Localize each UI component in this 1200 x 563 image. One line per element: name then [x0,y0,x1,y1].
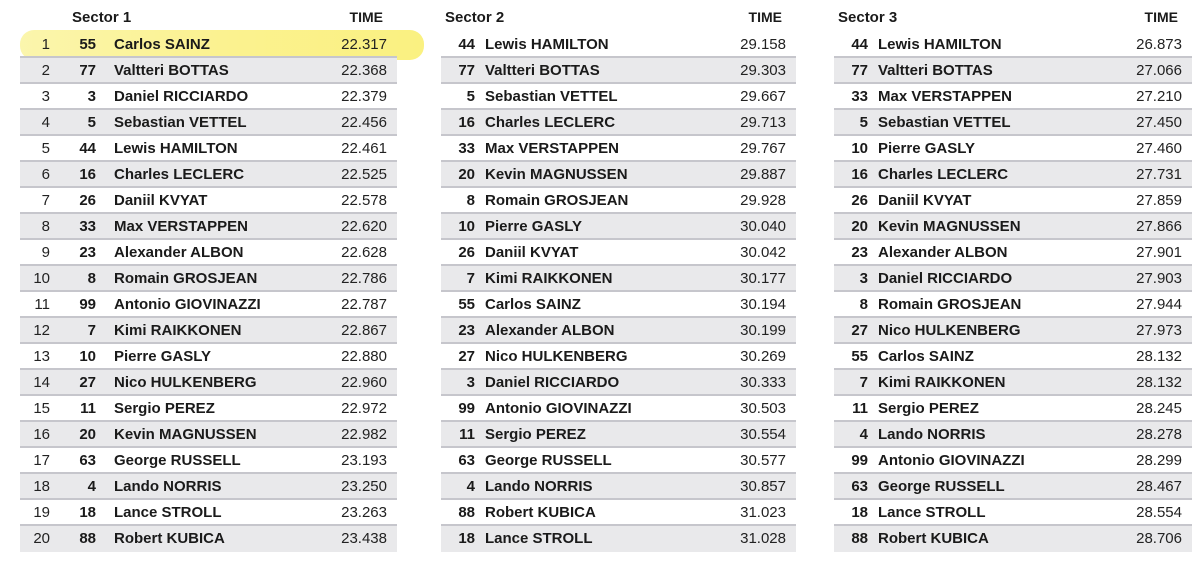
table-row [834,344,1192,370]
driver-name-cell: Pierre GASLY [878,140,975,157]
table-row [834,32,1192,58]
position-cell: 9 [41,244,50,261]
table-row [441,32,796,58]
table-row [441,318,796,344]
driver-name-cell: Daniel RICCIARDO [485,374,620,391]
position-cell: 1 [41,36,50,53]
driver-name-cell: Nico HULKENBERG [878,322,1021,339]
table-row [20,474,397,500]
time-cell: 27.901 [1136,244,1182,261]
time-cell: 23.193 [341,452,387,469]
table-row [441,396,796,422]
car-number-cell: 44 [458,36,475,53]
sector-1-table [20,0,397,552]
car-number-cell: 3 [466,374,475,391]
car-number-cell: 88 [79,530,96,547]
time-cell: 29.667 [740,88,786,105]
car-number-cell: 4 [859,426,868,443]
car-number-cell: 16 [458,114,475,131]
car-number-cell: 18 [79,504,96,521]
car-number-cell: 10 [458,218,475,235]
table-row [834,266,1192,292]
time-cell: 29.928 [740,192,786,209]
table-row [834,422,1192,448]
time-cell: 27.973 [1136,322,1182,339]
time-cell: 22.317 [341,36,387,53]
driver-name-cell: Kevin MAGNUSSEN [878,218,1021,235]
car-number-cell: 7 [859,374,868,391]
sector-title: Sector 1 [72,9,132,26]
car-number-cell: 5 [466,88,475,105]
driver-name-cell: Alexander ALBON [114,244,244,261]
table-body [20,32,397,552]
table-row [834,318,1192,344]
time-cell: 22.960 [341,374,387,391]
car-number-cell: 55 [79,36,96,53]
time-cell: 22.578 [341,192,387,209]
driver-name-cell: Sebastian VETTEL [114,114,247,131]
driver-name-cell: Carlos SAINZ [114,36,210,53]
time-cell: 22.461 [341,140,387,157]
position-cell: 2 [41,62,50,79]
time-cell: 27.944 [1136,296,1182,313]
time-cell: 27.859 [1136,192,1182,209]
table-row [20,500,397,526]
position-cell: 12 [33,322,50,339]
table-row [441,240,796,266]
driver-name-cell: Lewis HAMILTON [114,140,238,157]
time-cell: 22.628 [341,244,387,261]
car-number-cell: 23 [458,322,475,339]
time-cell: 30.554 [740,426,786,443]
driver-name-cell: Romain GROSJEAN [485,192,629,209]
table-row [441,136,796,162]
driver-name-cell: Kevin MAGNUSSEN [485,166,628,183]
car-number-cell: 7 [87,322,96,339]
driver-name-cell: Sergio PEREZ [878,400,979,417]
position-cell: 5 [41,140,50,157]
table-row [441,526,796,552]
driver-name-cell: George RUSSELL [878,478,1005,495]
car-number-cell: 33 [79,218,96,235]
car-number-cell: 63 [458,452,475,469]
time-cell: 22.972 [341,400,387,417]
table-row [20,58,397,84]
time-column-header: TIME [748,9,782,25]
time-cell: 23.263 [341,504,387,521]
time-cell: 22.368 [341,62,387,79]
driver-name-cell: Valtteri BOTTAS [878,62,993,79]
table-body [834,32,1192,552]
table-row [834,240,1192,266]
time-cell: 30.042 [740,244,786,261]
table-row [20,526,397,552]
time-cell: 30.199 [740,322,786,339]
car-number-cell: 99 [851,452,868,469]
position-cell: 16 [33,426,50,443]
car-number-cell: 18 [458,530,475,547]
time-cell: 27.066 [1136,62,1182,79]
car-number-cell: 11 [459,426,475,443]
time-cell: 29.303 [740,62,786,79]
driver-name-cell: Sebastian VETTEL [485,88,618,105]
table-row [834,188,1192,214]
time-cell: 22.982 [341,426,387,443]
time-cell: 30.577 [740,452,786,469]
time-cell: 23.250 [341,478,387,495]
time-cell: 30.040 [740,218,786,235]
driver-name-cell: Alexander ALBON [485,322,615,339]
driver-name-cell: Pierre GASLY [114,348,211,365]
car-number-cell: 20 [79,426,96,443]
table-row [20,110,397,136]
time-cell: 22.786 [341,270,387,287]
position-cell: 3 [41,88,50,105]
driver-name-cell: Daniil KVYAT [485,244,579,261]
table-row [20,318,397,344]
table-row [441,370,796,396]
driver-name-cell: Alexander ALBON [878,244,1008,261]
driver-name-cell: Romain GROSJEAN [878,296,1022,313]
time-cell: 30.503 [740,400,786,417]
car-number-cell: 11 [80,400,96,417]
car-number-cell: 27 [851,322,868,339]
time-cell: 28.132 [1136,374,1182,391]
driver-name-cell: Charles LECLERC [114,166,245,183]
position-cell: 4 [41,114,50,131]
time-cell: 27.210 [1136,88,1182,105]
car-number-cell: 77 [79,62,96,79]
table-row [834,448,1192,474]
car-number-cell: 16 [851,166,868,183]
car-number-cell: 20 [458,166,475,183]
car-number-cell: 88 [458,504,475,521]
table-row [441,58,796,84]
table-row [441,292,796,318]
driver-name-cell: Romain GROSJEAN [114,270,258,287]
time-cell: 27.460 [1136,140,1182,157]
driver-name-cell: Valtteri BOTTAS [114,62,229,79]
table-row [20,214,397,240]
car-number-cell: 3 [859,270,868,287]
driver-name-cell: Antonio GIOVINAZZI [878,452,1025,469]
position-cell: 6 [41,166,50,183]
sector-2-table [441,0,796,552]
table-row [441,344,796,370]
time-cell: 30.857 [740,478,786,495]
car-number-cell: 8 [466,192,475,209]
sector-title: Sector 3 [838,9,898,26]
time-cell: 29.887 [740,166,786,183]
time-cell: 28.706 [1136,530,1182,547]
car-number-cell: 27 [79,374,96,391]
driver-name-cell: Valtteri BOTTAS [485,62,600,79]
car-number-cell: 4 [87,478,96,495]
car-number-cell: 44 [79,140,96,157]
table-row [834,162,1192,188]
car-number-cell: 55 [458,296,475,313]
car-number-cell: 63 [851,478,868,495]
car-number-cell: 99 [79,296,96,313]
table-row [20,240,397,266]
driver-name-cell: Daniel RICCIARDO [114,88,249,105]
driver-name-cell: Daniel RICCIARDO [878,270,1013,287]
time-cell: 27.903 [1136,270,1182,287]
driver-name-cell: Carlos SAINZ [878,348,974,365]
car-number-cell: 26 [458,244,475,261]
car-number-cell: 26 [79,192,96,209]
time-cell: 30.333 [740,374,786,391]
position-cell: 17 [33,452,50,469]
sector-title: Sector 2 [445,9,505,26]
table-row [834,58,1192,84]
time-cell: 29.158 [740,36,786,53]
table-row [441,266,796,292]
table-row [20,188,397,214]
time-cell: 28.299 [1136,452,1182,469]
table-row [834,500,1192,526]
driver-name-cell: Kimi RAIKKONEN [114,322,242,339]
car-number-cell: 4 [466,478,475,495]
position-cell: 10 [33,270,50,287]
driver-name-cell: Lance STROLL [485,530,593,547]
table-row [441,422,796,448]
time-cell: 30.269 [740,348,786,365]
car-number-cell: 16 [79,166,96,183]
driver-name-cell: Max VERSTAPPEN [114,218,248,235]
table-row [20,32,397,58]
time-cell: 28.245 [1136,400,1182,417]
driver-name-cell: Charles LECLERC [878,166,1009,183]
driver-name-cell: Lando NORRIS [114,478,222,495]
table-header [441,0,796,32]
car-number-cell: 33 [458,140,475,157]
driver-name-cell: Carlos SAINZ [485,296,581,313]
table-header [834,0,1192,32]
driver-name-cell: George RUSSELL [485,452,612,469]
driver-name-cell: Max VERSTAPPEN [485,140,619,157]
table-row [20,136,397,162]
position-cell: 19 [33,504,50,521]
position-cell: 14 [33,374,50,391]
table-row [20,448,397,474]
table-row [834,214,1192,240]
driver-name-cell: Sebastian VETTEL [878,114,1011,131]
driver-name-cell: Nico HULKENBERG [114,374,257,391]
time-column-header: TIME [349,9,383,25]
driver-name-cell: Antonio GIOVINAZZI [114,296,261,313]
driver-name-cell: Sergio PEREZ [485,426,586,443]
table-row [441,162,796,188]
position-cell: 20 [33,530,50,547]
table-row [834,136,1192,162]
driver-name-cell: Lance STROLL [114,504,222,521]
table-row [441,500,796,526]
position-cell: 8 [41,218,50,235]
table-row [441,84,796,110]
time-cell: 29.767 [740,140,786,157]
driver-name-cell: Sergio PEREZ [114,400,215,417]
table-row [441,188,796,214]
table-row [834,396,1192,422]
driver-name-cell: Kimi RAIKKONEN [485,270,613,287]
position-cell: 13 [33,348,50,365]
driver-name-cell: Lewis HAMILTON [485,36,609,53]
car-number-cell: 20 [851,218,868,235]
time-cell: 22.867 [341,322,387,339]
car-number-cell: 7 [466,270,475,287]
time-cell: 28.554 [1136,504,1182,521]
position-cell: 11 [34,296,50,313]
time-cell: 22.880 [341,348,387,365]
time-cell: 23.438 [341,530,387,547]
driver-name-cell: Daniil KVYAT [114,192,208,209]
time-cell: 31.023 [740,504,786,521]
table-row [20,292,397,318]
driver-name-cell: Kevin MAGNUSSEN [114,426,257,443]
time-cell: 27.731 [1136,166,1182,183]
time-cell: 30.177 [740,270,786,287]
car-number-cell: 77 [458,62,475,79]
driver-name-cell: Daniil KVYAT [878,192,972,209]
driver-name-cell: Pierre GASLY [485,218,582,235]
time-cell: 31.028 [740,530,786,547]
time-cell: 30.194 [740,296,786,313]
table-row [834,292,1192,318]
car-number-cell: 8 [859,296,868,313]
table-row [834,474,1192,500]
time-cell: 27.450 [1136,114,1182,131]
time-cell: 27.866 [1136,218,1182,235]
table-row [441,474,796,500]
driver-name-cell: Lance STROLL [878,504,986,521]
table-row [834,370,1192,396]
car-number-cell: 18 [851,504,868,521]
time-column-header: TIME [1144,9,1178,25]
driver-name-cell: Kimi RAIKKONEN [878,374,1006,391]
car-number-cell: 8 [87,270,96,287]
driver-name-cell: Lando NORRIS [878,426,986,443]
time-cell: 22.620 [341,218,387,235]
driver-name-cell: Lewis HAMILTON [878,36,1002,53]
driver-name-cell: George RUSSELL [114,452,241,469]
car-number-cell: 27 [458,348,475,365]
car-number-cell: 26 [851,192,868,209]
time-cell: 28.278 [1136,426,1182,443]
driver-name-cell: Robert KUBICA [878,530,989,547]
table-row [20,396,397,422]
car-number-cell: 10 [851,140,868,157]
table-row [834,84,1192,110]
car-number-cell: 10 [79,348,96,365]
time-cell: 26.873 [1136,36,1182,53]
table-row [441,110,796,136]
table-row [20,422,397,448]
driver-name-cell: Antonio GIOVINAZZI [485,400,632,417]
table-row [20,344,397,370]
driver-name-cell: Robert KUBICA [485,504,596,521]
car-number-cell: 77 [851,62,868,79]
table-row [20,370,397,396]
sector-3-table [834,0,1192,552]
time-cell: 29.713 [740,114,786,131]
position-cell: 7 [41,192,50,209]
position-cell: 15 [33,400,50,417]
driver-name-cell: Charles LECLERC [485,114,616,131]
position-cell: 18 [33,478,50,495]
table-row [441,214,796,240]
driver-name-cell: Robert KUBICA [114,530,225,547]
table-row [20,162,397,188]
car-number-cell: 23 [851,244,868,261]
car-number-cell: 33 [851,88,868,105]
car-number-cell: 63 [79,452,96,469]
table-header [20,0,397,32]
time-cell: 22.456 [341,114,387,131]
table-body [441,32,796,552]
table-row [834,110,1192,136]
car-number-cell: 11 [852,400,868,417]
driver-name-cell: Max VERSTAPPEN [878,88,1012,105]
table-row [20,84,397,110]
car-number-cell: 3 [87,88,96,105]
time-cell: 22.525 [341,166,387,183]
table-row [834,526,1192,552]
car-number-cell: 44 [851,36,868,53]
car-number-cell: 55 [851,348,868,365]
car-number-cell: 5 [87,114,96,131]
car-number-cell: 88 [851,530,868,547]
car-number-cell: 99 [458,400,475,417]
driver-name-cell: Lando NORRIS [485,478,593,495]
table-row [20,266,397,292]
table-row [441,448,796,474]
time-cell: 28.132 [1136,348,1182,365]
time-cell: 22.379 [341,88,387,105]
car-number-cell: 23 [79,244,96,261]
car-number-cell: 5 [859,114,868,131]
time-cell: 28.467 [1136,478,1182,495]
driver-name-cell: Nico HULKENBERG [485,348,628,365]
time-cell: 22.787 [341,296,387,313]
